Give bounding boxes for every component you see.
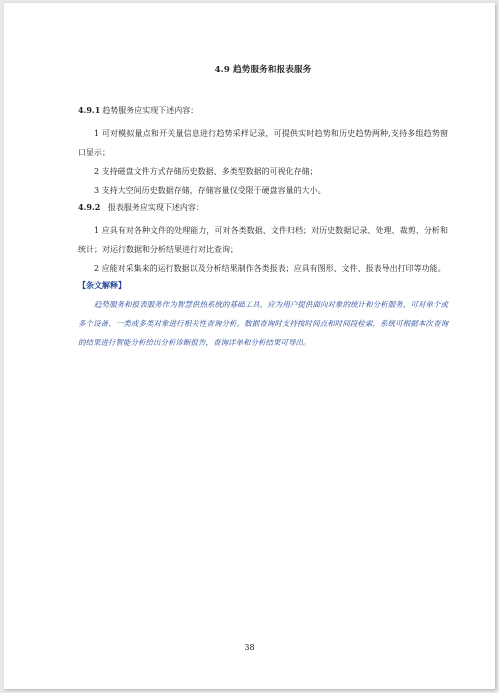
page-number: 38 (244, 643, 255, 652)
explanation-block (78, 280, 448, 352)
explanation-text: 趋势服务和报表服务作为智慧供热系统的基础工具，应为用户提供面向对象的统计和分析服务，可对单个或多个设备、一类或多类对象进行相关性查询分析。数据查询时支持按时间点和时间段检索，系统可根据本次查询的结果进行智能分析给出分析诊断报告，查询详单和分析结果可导出。 (78, 300, 448, 347)
section-4-9-2 (78, 202, 448, 278)
subsection-heading-text: 报表服务应实现下述内容： (107, 203, 204, 212)
document-page (4, 3, 495, 689)
section-title: 4.9 趋势服务和报表服务 (214, 65, 312, 75)
subsection-number: 4.9.2 (78, 202, 101, 212)
section-4-9-1 (78, 105, 448, 200)
clause-item: 2 应能对采集来的运行数据以及分析结果制作各类报表；应具有图形、文件、报表导出打印等功能。 (94, 264, 446, 273)
subsection-number: 4.9.1 (78, 105, 101, 115)
page-content (78, 63, 448, 352)
subsection-heading-text: 趋势服务应实现下述内容： (102, 106, 199, 115)
subsection-heading (78, 105, 448, 116)
clause-item: 1 应具有对各种文件的处理能力，可对各类数据、文件归档；对历史数据记录、处理、裁剪、分析和统计；对运行数据和分析结果进行对比查询； (78, 226, 448, 254)
clause-item: 1 可对模拟量点和开关量信息进行趋势采样记录，可提供实时趋势和历史趋势两种,支持多组趋势窗口显示； (78, 129, 448, 157)
subsection-heading (78, 202, 448, 213)
explanation-heading: 【条文解释】 (78, 280, 126, 290)
clause-item: 3 支持大空间历史数据存储，存储容量仅受限于硬盘容量的大小。 (94, 186, 326, 195)
clause-item: 2 支持磁盘文件方式存储历史数据、多类型数据的可视化存储； (94, 167, 318, 176)
